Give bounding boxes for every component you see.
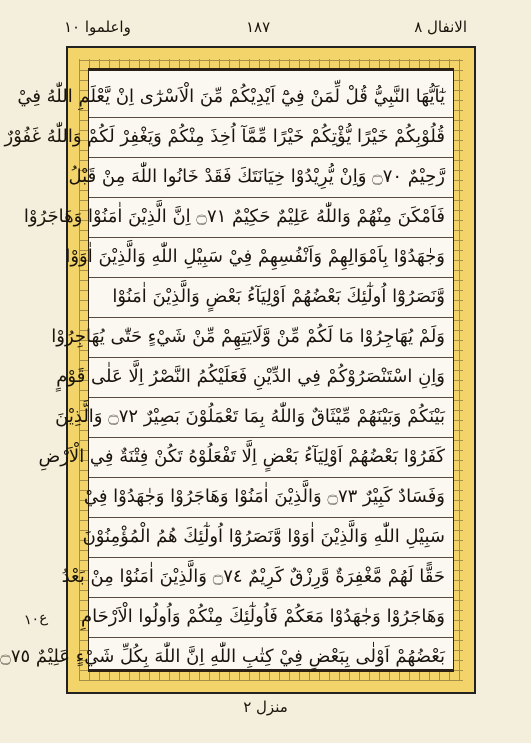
juz-name: واعلموا ١٠ <box>64 18 131 36</box>
line-divider <box>89 117 453 118</box>
page-number: ١٨٧ <box>246 18 271 36</box>
verse-line: وَلَمْ يُهَاجِرُوْا مَا لَكُمْ مِّنْ وَّلَايَتِهِمْ مِّنْ شَيْءٍ حَتّٰى يُهَاجِرُوْا <box>51 326 445 347</box>
line-divider <box>89 637 453 638</box>
verse-line: وَاِنِ اسْتَنْصَرُوْكُمْ فِي الدِّيْنِ فَعَلَيْكُمُ النَّصْرُ اِلَّا عَلٰى قَوْمٍ <box>56 366 445 387</box>
line-divider <box>89 437 453 438</box>
ruku-margin-note: ع١٠ <box>23 609 49 629</box>
line-divider <box>89 317 453 318</box>
verse-line: كَفَرُوْا بَعْضُهُمْ اَوْلِيَآءُ بَعْضٍ اِلَّا تَفْعَلُوْهُ تَكُنْ فِتْنَةٌ فِي الْاَرْضِ <box>38 446 445 467</box>
verse-line: رَّحِيْمٌ ۝٧٠ وَاِنْ يُّرِيْدُوْا خِيَانَتَكَ فَقَدْ خَانُوا اللّٰهَ مِنْ قَبْلُ <box>68 166 445 187</box>
line-divider <box>89 597 453 598</box>
verse-line: فَاَمْكَنَ مِنْهُمْ وَاللّٰهُ عَلِيْمٌ حَكِيْمٌ ۝٧١ اِنَّ الَّذِيْنَ اٰمَنُوْا وَهَاجَرُوْا <box>23 206 445 227</box>
verse-line: سَبِيْلِ اللّٰهِ وَالَّذِيْنَ اٰوَوْا وَّنَصَرُوْٓا اُولٰٓئِكَ هُمُ الْمُؤْمِنُوْنَ <box>82 526 445 547</box>
page-header <box>0 18 531 48</box>
line-divider <box>89 477 453 478</box>
verse-line: وَجٰهَدُوْا بِاَمْوَالِهِمْ وَاَنْفُسِهِمْ فِيْ سَبِيْلِ اللّٰهِ وَالَّذِيْنَ اٰوَوْا <box>65 246 445 267</box>
manzil-footer: منزل ٢ <box>243 698 288 716</box>
surah-name: الانفال ٨ <box>414 18 467 36</box>
top-rule <box>89 69 453 71</box>
line-divider <box>89 357 453 358</box>
line-divider <box>89 157 453 158</box>
verse-line: بَعْضُهُمْ اَوْلٰى بِبَعْضٍ فِيْ كِتٰبِ اللّٰهِ اِنَّ اللّٰهَ بِكُلِّ شَيْءٍ عَلِيْمٌ ۝٧٥ <box>0 646 445 667</box>
line-divider <box>89 517 453 518</box>
verse-line: قُلُوْبِكُمْ خَيْرًا يُّؤْتِكُمْ خَيْرًا مِّمَّآ اُخِذَ مِنْكُمْ وَيَغْفِرْ لَكُمْ وَاللّٰهُ غَفُوْرٌ <box>4 126 445 147</box>
verse-line: حَقًّا لَهُمْ مَّغْفِرَةٌ وَّرِزْقٌ كَرِيْمٌ ۝٧٤ وَالَّذِيْنَ اٰمَنُوْا مِنْ بَعْدُ <box>61 566 445 587</box>
verse-line: وَهَاجَرُوْا وَجٰهَدُوْا مَعَكُمْ فَاُولٰٓئِكَ مِنْكُمْ وَاُولُوا الْاَرْحَامِ <box>81 606 445 627</box>
line-divider <box>89 197 453 198</box>
line-divider <box>89 237 453 238</box>
line-divider <box>89 397 453 398</box>
verse-line: وَفَسَادٌ كَبِيْرٌ ۝٧٣ وَالَّذِيْنَ اٰمَنُوْا وَهَاجَرُوْا وَجٰهَدُوْا فِيْ <box>83 486 445 507</box>
verse-line: وَّنَصَرُوْٓا اُولٰٓئِكَ بَعْضُهُمْ اَوْلِيَآءُ بَعْضٍ وَالَّذِيْنَ اٰمَنُوْا <box>112 286 445 307</box>
line-divider <box>89 557 453 558</box>
verse-line: بَيْنَكُمْ وَبَيْنَهُمْ مِّيْثَاقٌ وَاللّٰهُ بِمَا تَعْمَلُوْنَ بَصِيْرٌ ۝٧٢ وَالَّذِيْنَ <box>55 406 445 427</box>
verse-line: يٰٓاَيُّهَا النَّبِيُّ قُلْ لِّمَنْ فِيْٓ اَيْدِيْكُمْ مِّنَ الْاَسْرٰٓى اِنْ يَّعْلَمِ اللّٰهُ فِيْ <box>17 86 445 107</box>
line-divider <box>89 277 453 278</box>
